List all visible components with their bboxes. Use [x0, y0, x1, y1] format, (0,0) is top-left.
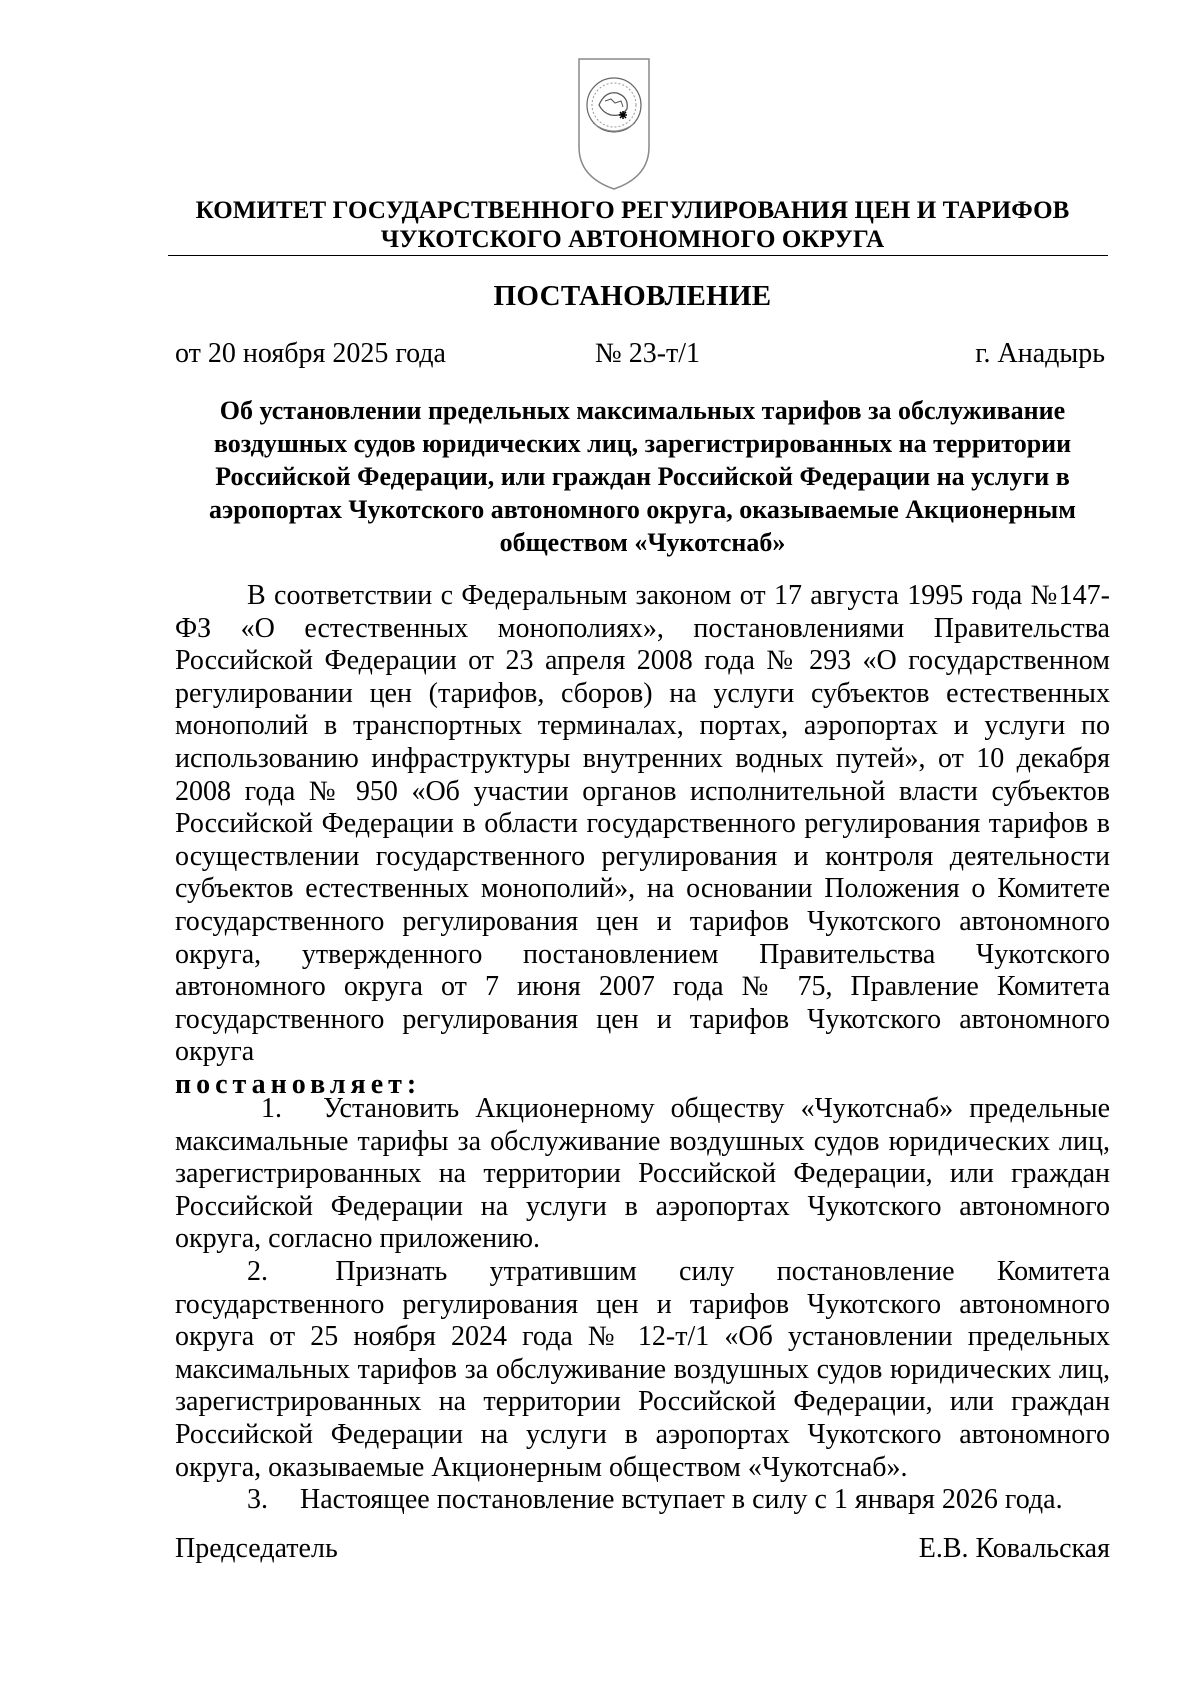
signatory-role: Председатель: [175, 1533, 338, 1564]
signature-block: [175, 1533, 1110, 1567]
document-meta: [175, 338, 1105, 372]
item-number: 2.: [247, 1255, 268, 1287]
item-number: 3.: [247, 1484, 268, 1516]
issuing-authority: [160, 196, 1105, 254]
document-number: № 23-т/1: [595, 338, 701, 369]
preamble-block: [175, 580, 1110, 1102]
resolution-item-1: [175, 1093, 1110, 1256]
document-title: Об установлении предельных максимальных тарифов за обслуживание воздушных судов юридических лиц, зарегистрированных на территории Российской Федерации, или граждан Российской Федерации на услуги в аэропортах Чукотского автономного округа, оказываемые Акционерным обществом «Чукотснаб»: [209, 396, 1076, 557]
resolution-items: [175, 1093, 1110, 1517]
header-divider: [168, 255, 1108, 256]
resolution-item-2: [175, 1256, 1110, 1484]
resolution-item-3: [175, 1484, 1110, 1517]
preamble-paragraph: В соответствии с Федеральным законом от 17 августа 1995 года №147-ФЗ «О естественных монополиях», постановлениями Правительства Российской Федерации от 23 апреля 2008 года № 293 «О государственном регулировании цен (тарифов, сборов) на услуги субъектов естественных монополий в транспортных терминалах, портах, аэропортах и услуги по использованию инфраструктуры внутренних водных путей», от 10 декабря 2008 года № 950 «Об участии органов исполнительной власти субъектов Российской Федерации в области государственного регулирования тарифов в осуществлении государственного регулирования и контроля деятельности субъектов естественных монополий», на основании Положения о Комитете государственного регулирования цен и тарифов Чукотского автономного округа, утвержденного постановлением Правительства Чукотского автономного округа от 7 июня 2007 года № 75, Правление Комитета государственного регулирования цен и тарифов Чукотского автономного округа: [175, 580, 1110, 1068]
item-text: Установить Акционерному обществу «Чукотснаб» предельные максимальные тарифы за обслуживание воздушных судов юридических лиц, зарегистрированных на территории Российской Федерации, или граждан Российской Федерации на услуги в аэропортах Чукотского автономного округа, согласно приложению.: [175, 1093, 1110, 1255]
item-text: Настоящее постановление вступает в силу с 1 января 2026 года.: [300, 1484, 1063, 1516]
resolves-heading: постановляет:: [175, 1068, 422, 1100]
authority-line-2: ЧУКОТСКОГО АВТОНОМНОГО ОКРУГА: [380, 226, 885, 253]
coat-of-arms-icon: [575, 55, 653, 193]
document-city: г. Анадырь: [975, 338, 1105, 369]
document-type: ПОСТАНОВЛЕНИЕ: [493, 280, 772, 312]
signatory-name: Е.В. Ковальская: [918, 1533, 1110, 1564]
item-number: 1.: [261, 1093, 282, 1124]
item-text: Признать утратившим силу постановление Комитета государственного регулирования цен и тарифов Чукотского автономного округа от 25 ноября 2024 года № 12-т/1 «Об установлении предельных максимальных тарифов за обслуживание воздушных судов юридических лиц, зарегистрированных на территории Российской Федерации, или граждан Российской Федерации на услуги в аэропортах Чукотского автономного округа, оказываемые Акционерным обществом «Чукотснаб».: [175, 1255, 1110, 1483]
document-date: от 20 ноября 2025 года: [175, 338, 446, 369]
authority-line-1: КОМИТЕТ ГОСУДАРСТВЕННОГО РЕГУЛИРОВАНИЯ ЦЕН И ТАРИФОВ: [195, 197, 1070, 224]
